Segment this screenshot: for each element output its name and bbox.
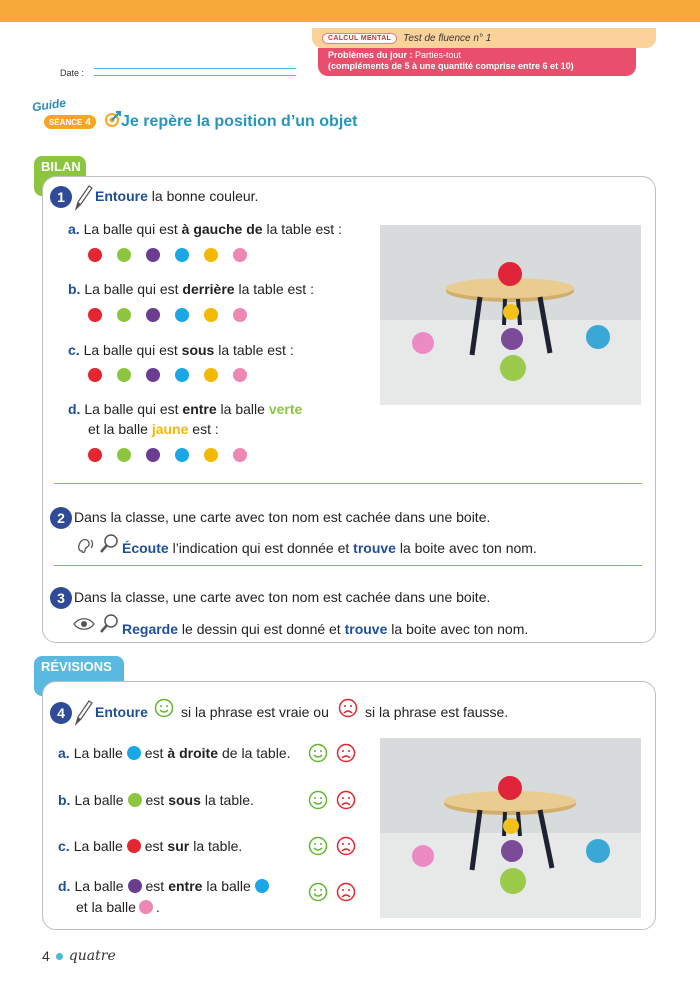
instruction-verb: Entoure: [95, 188, 148, 204]
green-ball-dot: [128, 793, 142, 807]
date-line[interactable]: [94, 68, 296, 69]
sad-face-icon[interactable]: [336, 882, 356, 902]
green-word: verte: [268, 401, 303, 417]
blue-ball-dot: [255, 879, 269, 893]
green-dot[interactable]: [117, 308, 131, 322]
exercise-4-end: si la phrase est fausse.: [365, 704, 509, 720]
blue-dot[interactable]: [175, 248, 189, 262]
guide-label: Guide: [31, 95, 67, 115]
question-d: [68, 401, 302, 417]
item-text: est: [145, 878, 165, 894]
happy-face-icon: [154, 698, 174, 718]
red-dot[interactable]: [88, 248, 102, 262]
purple-dot[interactable]: [146, 368, 160, 382]
instruction-rest: la bonne couleur.: [151, 188, 259, 204]
item-bold: derrière: [182, 281, 235, 297]
lesson-title: Je repère la position d’un objet: [121, 113, 358, 130]
statement-d: [58, 878, 269, 894]
exercise-1-instruction: [95, 188, 258, 204]
yellow-dot[interactable]: [204, 308, 218, 322]
item-text: la table est :: [218, 342, 294, 358]
pink-dot[interactable]: [233, 448, 247, 462]
blue-dot[interactable]: [175, 308, 189, 322]
item-text: La balle qui est: [83, 342, 178, 358]
instruction-text: la boite avec ton nom.: [399, 540, 537, 556]
item-letter: b.: [68, 281, 81, 297]
question-a: [68, 221, 342, 237]
problemes-banner: [318, 48, 636, 76]
purple-dot[interactable]: [146, 308, 160, 322]
statement-b: [58, 792, 254, 808]
item-text: la table est :: [238, 281, 314, 297]
item-text: La balle qui est: [84, 281, 179, 297]
date-label: Date :: [60, 68, 85, 78]
pink-dot[interactable]: [233, 248, 247, 262]
pencil-icon: [72, 182, 94, 212]
statement-a: [58, 745, 291, 761]
page-number: 4: [42, 948, 50, 964]
color-choice-row-c: [88, 368, 247, 382]
question-c: [68, 342, 294, 358]
item-text: La balle qui est: [83, 221, 178, 237]
exercise-number-1: 1: [50, 186, 72, 208]
magnifier-icon: [98, 613, 120, 635]
sad-face-icon[interactable]: [336, 743, 356, 763]
footer-dot: [56, 953, 63, 960]
table-balls-photo: [380, 225, 641, 405]
answer-faces-b: [308, 790, 356, 810]
instruction-text: le dessin qui est donné et: [181, 621, 341, 637]
table-scene-illustration: [380, 225, 641, 405]
exercise-4-verb: [95, 704, 148, 720]
calcul-mental-text: Test de fluence n° 1: [403, 32, 492, 44]
instruction-verb: trouve: [353, 540, 396, 556]
blue-ball-dot: [127, 746, 141, 760]
answer-faces-d: [308, 882, 356, 902]
item-text: .: [155, 899, 160, 915]
instruction-verb: trouve: [344, 621, 388, 637]
exercise-4-mid: si la phrase est vraie ou: [181, 704, 329, 720]
item-letter: c.: [68, 342, 80, 358]
red-dot[interactable]: [88, 308, 102, 322]
item-text: la balle: [220, 401, 265, 417]
seance-label: SÉANCE: [49, 117, 83, 127]
green-dot[interactable]: [117, 248, 131, 262]
instruction-text: la boite avec ton nom.: [391, 621, 529, 637]
instruction-verb: Écoute: [122, 540, 169, 556]
exercise-2-sentence: Dans la classe, une carte avec ton nom est cachée dans une boite.: [74, 509, 491, 525]
purple-ball-dot: [128, 879, 142, 893]
sad-face-icon: [338, 698, 358, 718]
item-letter: c.: [58, 838, 70, 854]
item-text: la table.: [204, 792, 254, 808]
magnifier-icon: [98, 533, 120, 555]
happy-face-icon[interactable]: [308, 882, 328, 902]
exercise-2-instruction: [122, 540, 537, 556]
item-text: La balle: [74, 792, 124, 808]
exercise-number-3: 3: [50, 587, 72, 609]
red-dot[interactable]: [88, 368, 102, 382]
happy-face-icon[interactable]: [308, 790, 328, 810]
item-text: la table.: [193, 838, 243, 854]
eye-icon: [72, 615, 96, 633]
exercise-number-2: 2: [50, 507, 72, 529]
separator: [54, 483, 642, 484]
answer-faces-a: [308, 743, 356, 763]
problemes-value: Parties-tout: [415, 50, 462, 60]
seance-number: 4: [85, 116, 91, 128]
exercise-3-sentence: Dans la classe, une carte avec ton nom est cachée dans une boite.: [74, 589, 491, 605]
item-text: est: [145, 792, 165, 808]
calcul-mental-banner: [312, 28, 656, 48]
yellow-dot[interactable]: [204, 248, 218, 262]
page-footer: [42, 948, 116, 964]
item-text: La balle: [73, 745, 123, 761]
red-dot[interactable]: [88, 448, 102, 462]
question-d-line2: [88, 421, 219, 437]
item-bold: sous: [181, 342, 215, 358]
green-dot[interactable]: [117, 368, 131, 382]
happy-face-icon[interactable]: [308, 836, 328, 856]
yellow-dot[interactable]: [204, 448, 218, 462]
item-letter: d.: [58, 878, 71, 894]
yellow-word: jaune: [151, 421, 189, 437]
item-text: la balle: [206, 878, 251, 894]
color-choice-row-a: [88, 248, 247, 262]
happy-face-icon[interactable]: [308, 743, 328, 763]
item-text: La balle: [74, 878, 124, 894]
pink-ball-dot: [139, 900, 153, 914]
color-choice-row-b: [88, 308, 247, 322]
pink-dot[interactable]: [233, 368, 247, 382]
date-line: [94, 75, 296, 76]
item-text: la table est :: [266, 221, 342, 237]
table-scene-illustration: [380, 738, 641, 918]
item-text: La balle qui est: [84, 401, 179, 417]
answer-faces-c: [308, 836, 356, 856]
item-bold: à droite: [167, 745, 218, 761]
red-ball-dot: [127, 839, 141, 853]
item-text: La balle: [73, 838, 123, 854]
problemes-label: Problèmes du jour :: [328, 50, 413, 60]
blue-dot[interactable]: [175, 368, 189, 382]
item-letter: b.: [58, 792, 71, 808]
item-text: et la balle: [88, 421, 148, 437]
instruction-verb: Regarde: [122, 621, 179, 637]
green-dot[interactable]: [117, 448, 131, 462]
item-text: est: [144, 745, 164, 761]
item-bold: sous: [168, 792, 201, 808]
instruction-verb: Entoure: [95, 704, 148, 720]
ear-icon: [74, 534, 96, 556]
item-bold: sur: [167, 838, 190, 854]
item-bold: entre: [182, 401, 217, 417]
color-choice-row-d: [88, 448, 247, 462]
yellow-dot[interactable]: [204, 368, 218, 382]
item-text: est: [144, 838, 164, 854]
seance-badge: [44, 115, 96, 129]
item-text: et la balle: [76, 899, 136, 915]
item-letter: a.: [68, 221, 80, 237]
pencil-icon: [72, 697, 94, 727]
statement-c: [58, 838, 242, 854]
top-color-band: [0, 0, 700, 22]
item-bold: à gauche de: [181, 221, 263, 237]
table-balls-photo: [380, 738, 641, 918]
sad-face-icon[interactable]: [336, 836, 356, 856]
problemes-detail: (compléments de 5 à une quantité comprise entre 6 et 10): [328, 61, 574, 71]
pink-dot[interactable]: [233, 308, 247, 322]
purple-dot[interactable]: [146, 448, 160, 462]
question-b: [68, 281, 314, 297]
instruction-text: l’indication qui est donnée et: [172, 540, 350, 556]
statement-d-line2: [76, 899, 160, 915]
exercise-number-4: 4: [50, 702, 72, 724]
separator: [54, 565, 642, 566]
bilan-tab: BILAN: [34, 156, 86, 196]
target-arrow-icon: [104, 110, 122, 128]
item-text: est :: [192, 421, 219, 437]
sad-face-icon[interactable]: [336, 790, 356, 810]
purple-dot[interactable]: [146, 248, 160, 262]
item-letter: a.: [58, 745, 70, 761]
revisions-tab: RÉVISIONS: [34, 656, 124, 696]
item-letter: d.: [68, 401, 81, 417]
blue-dot[interactable]: [175, 448, 189, 462]
calcul-mental-badge: CALCUL MENTAL: [322, 33, 397, 44]
page-word: quatre: [68, 948, 116, 964]
item-text: de la table.: [222, 745, 291, 761]
exercise-3-instruction: [122, 621, 528, 637]
item-bold: entre: [168, 878, 203, 894]
